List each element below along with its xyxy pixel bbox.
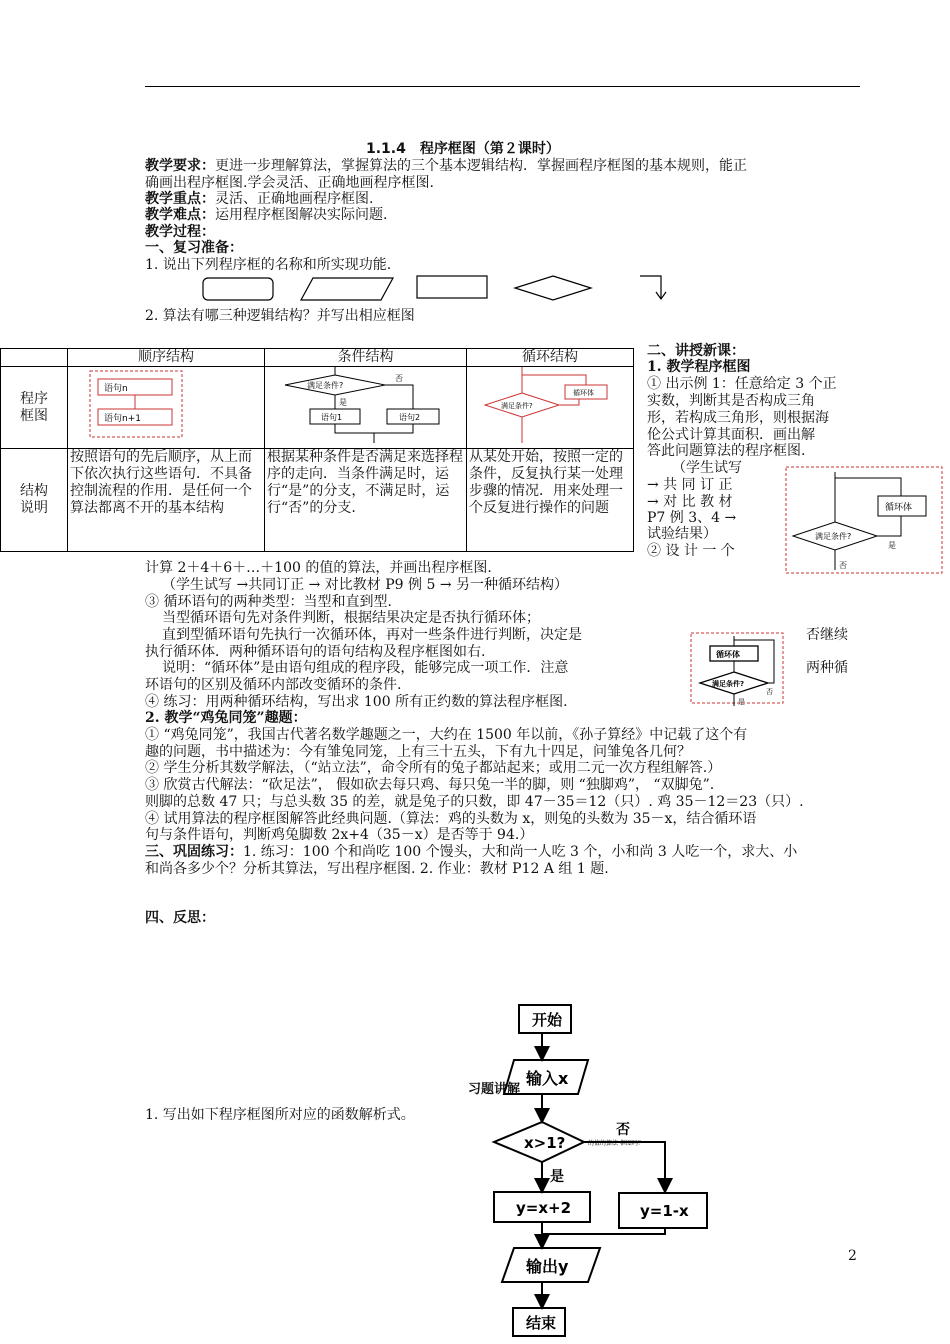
example-2-line-3: （学生试写 →共同订正 → 对比教材 P9 例 5 → 另一种循环结构） — [162, 577, 569, 593]
right-process-label: y=1-x — [640, 1202, 689, 1220]
section-2-2-heading: 2. 教学“鸡兔同笼”趣题： — [145, 710, 307, 726]
yes-label: 是 — [550, 1169, 564, 1185]
explain-line-2: 环语句的区别及循环内部改变循环的条件. — [145, 677, 402, 693]
example-1-line-4: 伦公式计算其面积．画出解 — [647, 427, 815, 443]
loop-diagram-cell — [467, 367, 634, 449]
left-process-label: y=x+2 — [516, 1199, 572, 1217]
key-point: 教学重点：灵活、正确地画程序框图. — [145, 191, 374, 207]
explain-line-1: 说明：“循环体”是由语句组成的程序段，能够完成一项工作．注意 — [162, 660, 569, 676]
until-type-line-1-right: 否继续 — [806, 627, 848, 643]
requirement-line-1: 教学要求：更进一步理解算法，掌握算法的三个基本逻辑结构．掌握画程序框图的基本规则，能正 — [145, 158, 747, 174]
header-sequence: 顺序结构 — [68, 349, 265, 367]
until-type-line-2: 执行循环体．两种循环语句的语句结构及程序框图如右. — [145, 644, 486, 660]
practice: ④ 练习：用两种循环结构，写出求 100 所有正约数的算法程序框图. — [145, 694, 568, 710]
section-2-heading: 二、讲授新课： — [647, 343, 745, 359]
chicken-rabbit-line-3: ② 学生分析其数学解法，（“站立法”，命令所有的兔子都站起来；或用二元一次方程组解答.） — [145, 760, 722, 776]
sequence-stmt-1: 语句n — [104, 384, 128, 394]
question-1: 1. 说出下列程序框的名称和所实现功能. — [145, 257, 392, 273]
row-label-diagram: 程序 框图 — [1, 367, 68, 449]
start-label: 开始 — [532, 1011, 563, 1029]
example-1-line-5: 答此问题算法的程序框图. — [647, 443, 806, 459]
header-loop: 循环结构 — [467, 349, 634, 367]
chicken-rabbit-line-7: 句与条件语句，判断鸡兔脚数 2x+4（35－x）是否等于 94.） — [145, 827, 534, 843]
example-1-line-10: 试验结果） — [647, 526, 717, 542]
example-1-line-1: ① 出示例 1：任意给定 3 个正 — [647, 376, 837, 392]
example-1-line-6: （学生试写 — [672, 460, 742, 476]
sequence-description: 按照语句的先后顺序，从上而下依次执行这些语句．不具备控制流程的作用．是任何一个算法都离不开的基本结构 — [68, 449, 265, 552]
loop-question: 满足条件? — [712, 680, 745, 688]
example-1-line-7: → 共 同 订 正 — [647, 477, 733, 493]
section-1-heading: 一、复习准备： — [145, 240, 243, 256]
loop-diagram-right — [785, 466, 947, 576]
requirement-line-2: 确画出程序框图.学会灵活、正确地画程序框图. — [145, 175, 434, 191]
condition-label: x>1? — [524, 1134, 566, 1152]
process-symbol — [417, 276, 487, 298]
process-heading: 教学过程： — [145, 224, 215, 240]
dashed-frame — [90, 371, 182, 437]
condition-no-label: 否 — [395, 374, 403, 383]
loop-description: 从某处开始，按照一定的条件，反复执行某一处理步骤的情况．用来处理一个反复进行操作的问题 — [467, 449, 634, 552]
section-2-1-heading: 1. 教学程序框图 — [647, 359, 751, 375]
table-corner — [1, 349, 68, 367]
condition-yes-label: 是 — [339, 398, 347, 407]
when-type: 当型循环语句先对条件判断，根据结果决定是否执行循环体； — [162, 610, 540, 626]
function-flowchart — [470, 1000, 730, 1340]
example-2-line-1: ② 设 计 一 个 — [647, 543, 735, 559]
input-label: 输入x — [526, 1069, 569, 1088]
row-label-description: 结构 说明 — [1, 449, 68, 552]
loop-body-label: 循环体 — [885, 503, 913, 513]
condition-description: 根据某种条件是否满足来选择程序的走向．当条件满足时，运行“是”的分支，不满足时，运行“否”的分支. — [265, 449, 467, 552]
chicken-rabbit-line-1: ① “鸡兔同笼”，我国古代著名数学趣题之一，大约在 1500 年以前，《孙子算经》中记载了这个有 — [145, 727, 748, 743]
loop-body-label: 循环体 — [716, 650, 740, 659]
io-symbol — [301, 278, 393, 300]
loop-no-label: 否 — [839, 561, 847, 570]
until-type-line-1: 直到型循环语句先执行一次循环体，再对一些条件进行判断，决定是 — [162, 627, 582, 643]
condition-diagram — [265, 367, 466, 443]
chicken-rabbit-line-4: ③ 欣赏古代解法：“砍足法”， 假如砍去每只鸡、每只兔一半的脚，则 “独脚鸡”， “双脚兔”. — [145, 777, 715, 793]
loop-yes-label: 是 — [888, 541, 896, 550]
structure-table — [0, 348, 634, 552]
loop-question: 满足条件? — [501, 402, 533, 410]
consolidation-line-2: 和尚各多少个？分析其算法，写出程序框图. 2. 作业：教材 P12 A 组 1 题. — [145, 861, 609, 877]
chicken-rabbit-line-2: 趣的问题，书中描述为：今有雏兔同笼，上有三十五头，下有九十四足，问雏兔各几何？ — [145, 744, 691, 760]
section-4-heading: 四、反思： — [145, 910, 215, 926]
tiny-note: 的值的算法 框图吗？ — [588, 1140, 644, 1147]
exercise-question: 1. 写出如下程序框图所对应的函数解析式。 — [145, 1107, 415, 1123]
example-1-line-3: 形，若构成三角形，则根据海 — [647, 410, 829, 426]
header-condition: 条件结构 — [265, 349, 467, 367]
loop-body-label: 循环体 — [573, 389, 594, 397]
condition-diagram-cell — [265, 367, 467, 449]
terminal-symbol — [203, 278, 273, 300]
question-2: 2. 算法有哪三种逻辑结构？并写出相应框图 — [145, 308, 415, 324]
example-2-line-2: 计算 2＋4＋6＋…＋100 的值的算法，并画出程序框图. — [145, 560, 492, 576]
loop-yes-label: 是 — [738, 698, 745, 706]
dashed-frame — [786, 467, 942, 573]
loop-question: 满足条件? — [815, 532, 852, 541]
sequence-diagram — [68, 367, 264, 443]
condition-question: 满足条件? — [307, 381, 344, 390]
loop-no-label: 否 — [766, 688, 773, 696]
sequence-diagram-cell — [68, 367, 265, 449]
loop-diagram — [467, 367, 633, 443]
condition-stmt-2: 语句2 — [399, 413, 421, 422]
flowchart-symbols — [195, 270, 685, 306]
header-rule — [145, 86, 860, 87]
difficulty: 教学难点：运用程序框图解决实际问题. — [145, 207, 388, 223]
page-title: 1.1.4 程序框图（第２课时） — [366, 141, 560, 157]
chicken-rabbit-line-6: ④ 试用算法的程序框图解答此经典问题.（算法：鸡的头数为 x，则兔的头数为 35－x，结合循环语 — [145, 811, 757, 827]
no-label: 否 — [616, 1122, 630, 1138]
loop-types: ③ 循环语句的两种类型：当型和直到型. — [145, 594, 392, 610]
sequence-stmt-2: 语句n+1 — [104, 414, 141, 424]
example-1-line-9: P7 例 3、4 → — [647, 510, 737, 526]
until-loop-diagram — [690, 632, 786, 708]
page-number: 2 — [848, 1248, 857, 1264]
chicken-rabbit-line-5: 则脚的总数 47 只；与总头数 35 的差，就是兔子的只数，即 47－35＝12（只）. 鸡 35－12＝23（只）. — [145, 794, 804, 810]
exercise-title: 习题讲解 — [468, 1082, 521, 1097]
example-1-line-2: 实数，判断其是否构成三角 — [647, 393, 815, 409]
consolidation-line-1: 三、巩固练习：1. 练习：100 个和尚吃 100 个馒头，大和尚一人吃 3 个，小和尚 3 人吃一个，求大、小 — [145, 844, 798, 860]
condition-stmt-1: 语句1 — [321, 413, 343, 422]
example-1-line-8: → 对 比 教 材 — [647, 494, 733, 510]
explain-line-1-right: 两种循 — [806, 660, 848, 676]
decision-symbol — [515, 276, 591, 300]
end-label: 结束 — [526, 1314, 557, 1332]
output-label: 输出y — [526, 1257, 569, 1276]
